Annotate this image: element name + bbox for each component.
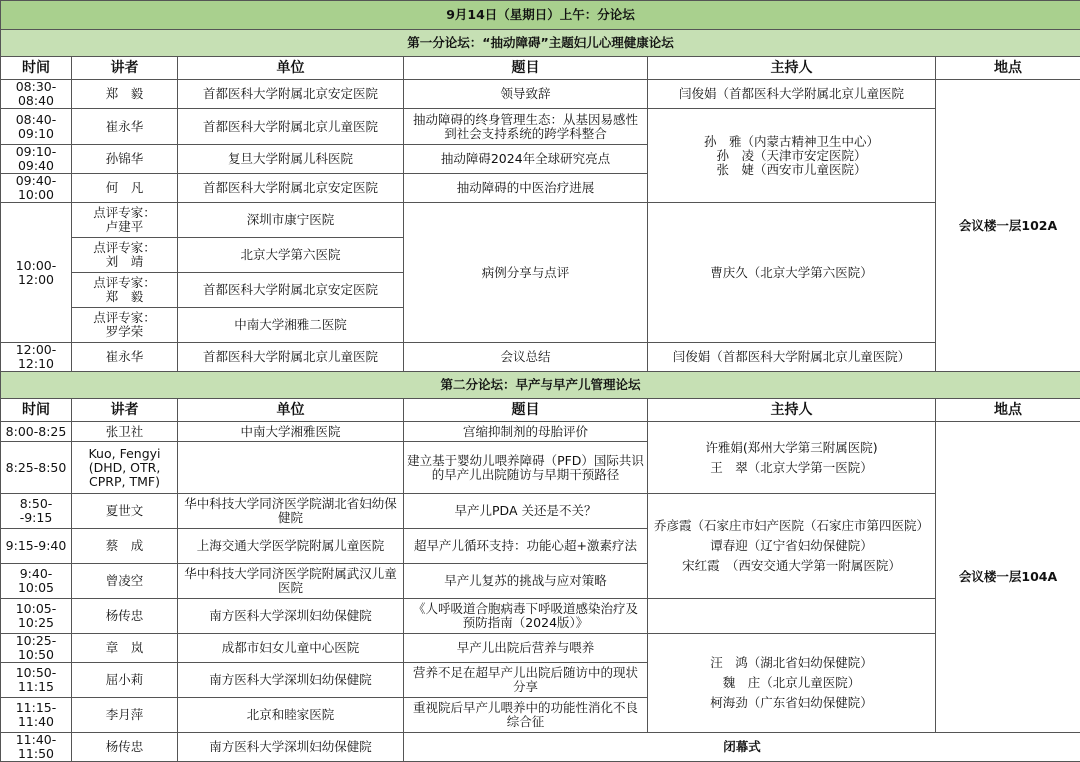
host-name: 张 婕（西安市儿童医院） bbox=[651, 163, 932, 177]
time-cell: 8:50--9:15 bbox=[1, 494, 72, 529]
expert-name: 郑 毅 bbox=[75, 290, 174, 304]
location-cell: 会议楼一层102A bbox=[936, 80, 1080, 372]
forum1-title: 第一分论坛：“抽动障碍”主题妇儿心理健康论坛 bbox=[1, 30, 1080, 57]
unit-cell: 上海交通大学医学院附属儿童医院 bbox=[178, 529, 404, 564]
time-cell: 12:00-12:10 bbox=[1, 343, 72, 372]
topic-cell: 抽动障碍的中医治疗进展 bbox=[404, 174, 648, 203]
expert-cell bbox=[72, 203, 178, 238]
host-name: 汪 鸿（湖北省妇幼保健院） bbox=[651, 656, 932, 670]
header-host: 主持人 bbox=[648, 399, 936, 422]
table-row bbox=[1, 494, 1080, 529]
time-cell: 8:25-8:50 bbox=[1, 442, 72, 494]
host-name: 许雅娟(郑州大学第三附属医院) bbox=[651, 441, 932, 455]
host-cell: 曹庆久（北京大学第六医院） bbox=[648, 203, 936, 343]
expert-name: 罗学荣 bbox=[75, 325, 174, 339]
speaker-cell: 张卫社 bbox=[72, 422, 178, 442]
unit-cell: 首都医科大学附属北京安定医院 bbox=[178, 273, 404, 308]
header-speaker: 讲者 bbox=[72, 399, 178, 422]
unit-cell: 成都市妇女儿童中心医院 bbox=[178, 634, 404, 663]
expert-role: 点评专家： bbox=[75, 276, 174, 290]
host-name: 王 翠（北京大学第一医院） bbox=[651, 461, 932, 475]
forum1-header-row bbox=[1, 57, 1080, 80]
host-name: 乔彦霞（石家庄市妇产医院（石家庄市第四医院） bbox=[651, 519, 932, 533]
topic-cell: 抽动障碍2024年全球研究亮点 bbox=[404, 145, 648, 174]
expert-name: 刘 靖 bbox=[75, 255, 174, 269]
unit-cell: 中南大学湘雅二医院 bbox=[178, 308, 404, 343]
time-cell: 10:25-10:50 bbox=[1, 634, 72, 663]
table-row bbox=[1, 422, 1080, 442]
unit-cell: 南方医科大学深圳妇幼保健院 bbox=[178, 599, 404, 634]
topic-cell: 宫缩抑制剂的母胎评价 bbox=[404, 422, 648, 442]
expert-cell bbox=[72, 308, 178, 343]
time-cell: 9:15-9:40 bbox=[1, 529, 72, 564]
host-name: 宋红霞 （西安交通大学第一附属医院） bbox=[651, 559, 932, 573]
host-group-cell bbox=[648, 109, 936, 203]
table-row bbox=[1, 203, 1080, 238]
speaker-cell: 崔永华 bbox=[72, 109, 178, 145]
unit-cell: 北京大学第六医院 bbox=[178, 238, 404, 273]
unit-cell: 首都医科大学附属北京安定医院 bbox=[178, 80, 404, 109]
expert-name: 卢建平 bbox=[75, 220, 174, 234]
time-cell: 10:50-11:15 bbox=[1, 663, 72, 698]
header-unit: 单位 bbox=[178, 399, 404, 422]
time-cell: 10:00-12:00 bbox=[1, 203, 72, 343]
host-name: 魏 庄（北京儿童医院） bbox=[651, 676, 932, 690]
topic-cell: 早产儿PDA 关还是不关？ bbox=[404, 494, 648, 529]
forum2-title: 第二分论坛：早产与早产儿管理论坛 bbox=[1, 372, 1080, 399]
unit-cell: 首都医科大学附属北京儿童医院 bbox=[178, 109, 404, 145]
header-location: 地点 bbox=[936, 57, 1080, 80]
time-cell: 08:40-09:10 bbox=[1, 109, 72, 145]
header-host: 主持人 bbox=[648, 57, 936, 80]
closing-ceremony-cell: 闭幕式 bbox=[404, 733, 1080, 762]
page-title: 9月14日（星期日）上午：分论坛 bbox=[1, 1, 1080, 30]
speaker-cell: 曾凌空 bbox=[72, 564, 178, 599]
unit-cell: 首都医科大学附属北京安定医院 bbox=[178, 174, 404, 203]
time-cell: 11:15-11:40 bbox=[1, 698, 72, 733]
unit-cell: 华中科技大学同济医学院附属武汉儿童医院 bbox=[178, 564, 404, 599]
table-row bbox=[1, 109, 1080, 145]
speaker-cell: 郑 毅 bbox=[72, 80, 178, 109]
unit-cell: 深圳市康宁医院 bbox=[178, 203, 404, 238]
header-location: 地点 bbox=[936, 399, 1080, 422]
table-row bbox=[1, 343, 1080, 372]
expert-role: 点评专家： bbox=[75, 241, 174, 255]
unit-cell: 复旦大学附属儿科医院 bbox=[178, 145, 404, 174]
topic-cell: 抽动障碍的终身管理生态：从基因易感性到社会支持系统的跨学科整合 bbox=[404, 109, 648, 145]
header-topic: 题目 bbox=[404, 399, 648, 422]
expert-role: 点评专家： bbox=[75, 311, 174, 325]
host-cell: 闫俊娟（首都医科大学附属北京儿童医院） bbox=[648, 343, 936, 372]
topic-cell: 早产儿出院后营养与喂养 bbox=[404, 634, 648, 663]
forum2-header-row bbox=[1, 399, 1080, 422]
time-cell: 08:30-08:40 bbox=[1, 80, 72, 109]
topic-cell: 早产儿复苏的挑战与应对策略 bbox=[404, 564, 648, 599]
topic-cell: 营养不足在超早产儿出院后随访中的现状分享 bbox=[404, 663, 648, 698]
host-name: 孙 凌（天津市安定医院） bbox=[651, 149, 932, 163]
speaker-cell: 蔡 成 bbox=[72, 529, 178, 564]
time-cell: 09:40-10:00 bbox=[1, 174, 72, 203]
topic-cell: 会议总结 bbox=[404, 343, 648, 372]
speaker-cell: 杨传忠 bbox=[72, 733, 178, 762]
speaker-cell: 孙锦华 bbox=[72, 145, 178, 174]
table-row bbox=[1, 80, 1080, 109]
topic-cell: 领导致辞 bbox=[404, 80, 648, 109]
header-speaker: 讲者 bbox=[72, 57, 178, 80]
speaker-cell: Kuo, Fengyi (DHD, OTR, CPRP, TMF) bbox=[72, 442, 178, 494]
host-cell bbox=[648, 599, 936, 634]
host-group-cell bbox=[648, 494, 936, 599]
location-cell: 会议楼一层104A bbox=[936, 422, 1080, 733]
unit-cell: 首都医科大学附属北京儿童医院 bbox=[178, 343, 404, 372]
speaker-cell: 李月萍 bbox=[72, 698, 178, 733]
topic-cell: 重视院后早产儿喂养中的功能性消化不良综合征 bbox=[404, 698, 648, 733]
table-row bbox=[1, 599, 1080, 634]
unit-cell: 北京和睦家医院 bbox=[178, 698, 404, 733]
host-group-cell bbox=[648, 422, 936, 494]
speaker-cell: 崔永华 bbox=[72, 343, 178, 372]
speaker-cell: 杨传忠 bbox=[72, 599, 178, 634]
topic-cell: 超早产儿循环支持：功能心超+激素疗法 bbox=[404, 529, 648, 564]
unit-cell: 中南大学湘雅医院 bbox=[178, 422, 404, 442]
header-unit: 单位 bbox=[178, 57, 404, 80]
host-name: 柯海劲（广东省妇幼保健院） bbox=[651, 696, 932, 710]
unit-cell: 华中科技大学同济医学院湖北省妇幼保健院 bbox=[178, 494, 404, 529]
header-time: 时间 bbox=[1, 57, 72, 80]
topic-cell: 《人呼吸道合胞病毒下呼吸道感染治疗及预防指南（2024版）》 bbox=[404, 599, 648, 634]
unit-cell: 南方医科大学深圳妇幼保健院 bbox=[178, 663, 404, 698]
time-cell: 9:40-10:05 bbox=[1, 564, 72, 599]
topic-cell: 建立基于婴幼儿喂养障碍（PFD）国际共识的早产儿出院随访与早期干预路径 bbox=[404, 442, 648, 494]
expert-cell bbox=[72, 273, 178, 308]
host-cell: 闫俊娟（首都医科大学附属北京儿童医院 bbox=[648, 80, 936, 109]
table-row bbox=[1, 634, 1080, 663]
unit-cell bbox=[178, 442, 404, 494]
host-name: 孙 雅（内蒙古精神卫生中心） bbox=[651, 135, 932, 149]
time-cell: 10:05-10:25 bbox=[1, 599, 72, 634]
host-group-cell bbox=[648, 634, 936, 733]
speaker-cell: 屈小莉 bbox=[72, 663, 178, 698]
time-cell: 09:10-09:40 bbox=[1, 145, 72, 174]
speaker-cell: 章 岚 bbox=[72, 634, 178, 663]
unit-cell: 南方医科大学深圳妇幼保健院 bbox=[178, 733, 404, 762]
header-time: 时间 bbox=[1, 399, 72, 422]
speaker-cell: 何 凡 bbox=[72, 174, 178, 203]
topic-cell: 病例分享与点评 bbox=[404, 203, 648, 343]
expert-role: 点评专家： bbox=[75, 206, 174, 220]
time-cell: 8:00-8:25 bbox=[1, 422, 72, 442]
speaker-cell: 夏世文 bbox=[72, 494, 178, 529]
table-row bbox=[1, 733, 1080, 762]
header-topic: 题目 bbox=[404, 57, 648, 80]
time-cell: 11:40-11:50 bbox=[1, 733, 72, 762]
host-name: 谭春迎（辽宁省妇幼保健院） bbox=[651, 539, 932, 553]
expert-cell bbox=[72, 238, 178, 273]
